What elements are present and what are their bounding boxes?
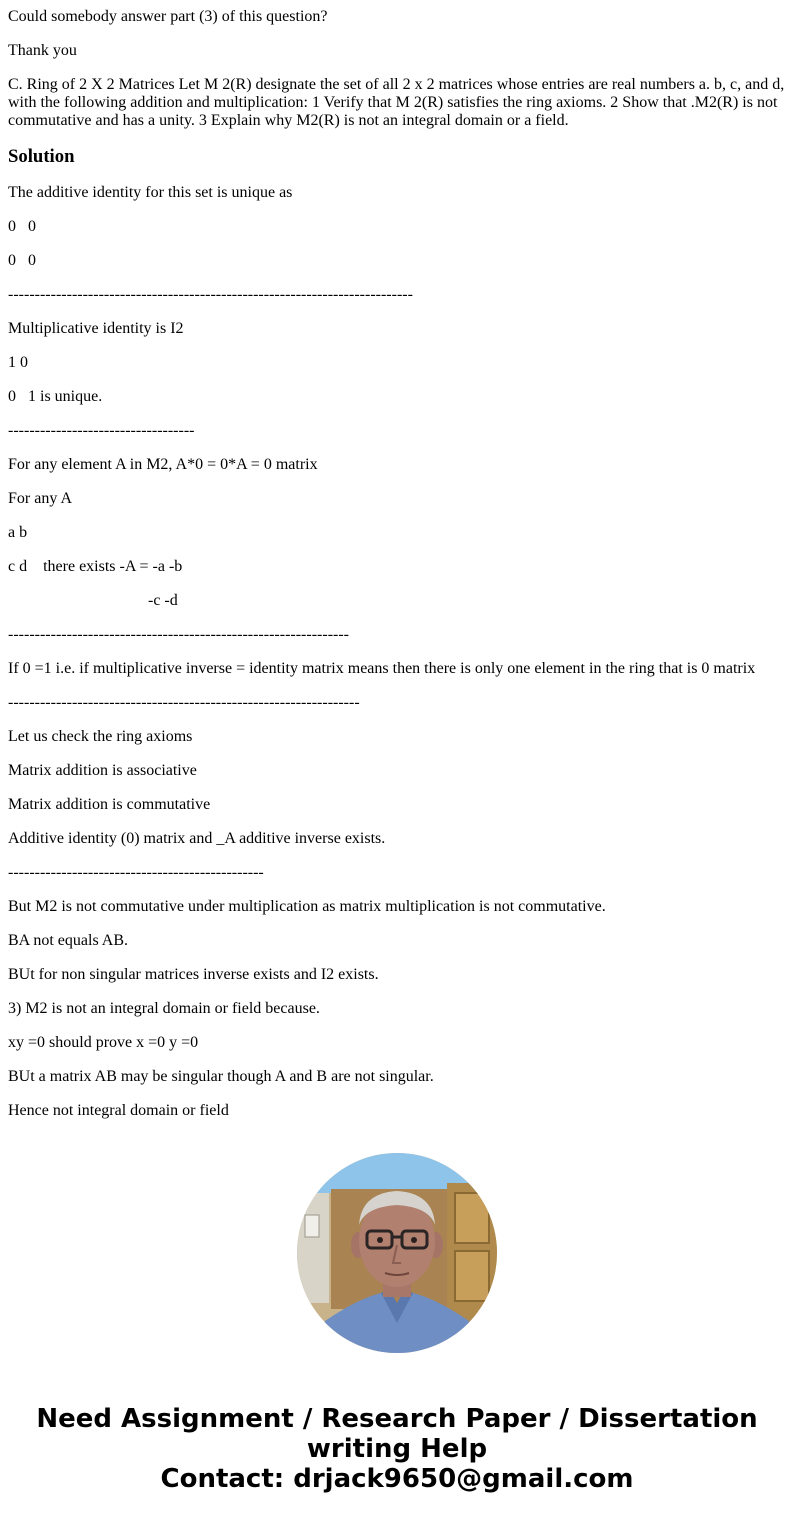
- author-avatar: [297, 1153, 497, 1353]
- solution-line: Hence not integral domain or field: [8, 1102, 229, 1119]
- solution-line: If 0 =1 i.e. if multiplicative inverse = identity matrix means then there is only one element in the ring that is 0 matrix: [8, 660, 756, 677]
- separator-line: -----------------------------------: [8, 422, 195, 439]
- solution-line: But M2 is not commutative under multiplication as matrix multiplication is not commutative.: [8, 898, 606, 915]
- solution-line: c d there exists -A = -a -b: [8, 558, 183, 575]
- solution-line: -c -d: [8, 592, 178, 609]
- solution-line: The additive identity for this set is unique as: [8, 184, 293, 201]
- solution-line: a b: [8, 524, 28, 541]
- solution-line: Additive identity (0) matrix and _A additive inverse exists.: [8, 830, 386, 847]
- solution-line: BUt for non singular matrices inverse exists and I2 exists.: [8, 966, 379, 983]
- solution-line: For any A: [8, 490, 72, 507]
- solution-line: Multiplicative identity is I2: [8, 320, 184, 337]
- separator-line: ----------------------------------------------------------------: [8, 626, 349, 643]
- promo-contact-line: Contact: drjack9650@gmail.com: [160, 1464, 634, 1494]
- promo-banner-line: writing Help: [306, 1434, 488, 1464]
- separator-line: ----------------------------------------------------------------------------: [8, 286, 413, 303]
- solution-body: [8, 184, 788, 1120]
- solution-line: xy =0 should prove x =0 y =0: [8, 1034, 199, 1051]
- question-body: C. Ring of 2 X 2 Matrices Let M 2(R) designate the set of all 2 x 2 matrices whose entries are real numbers a. b, c, and d, with the following addition and multiplication: 1 Verify that M 2(R) satisfies the ring axioms. 2 Show that .M2(R) is not commutative and has a unity. 3 Explain why M2(R) is not an integral domain or a field.: [8, 76, 788, 129]
- solution-line: 0 0: [8, 252, 36, 269]
- solution-line: BA not equals AB.: [8, 932, 129, 949]
- solution-line: 1 0: [8, 354, 28, 371]
- solution-line: 0 0: [8, 218, 36, 235]
- promo-banner-line: Need Assignment / Research Paper / Dissertation: [36, 1404, 758, 1434]
- solution-line: BUt a matrix AB may be singular though A and B are not singular.: [8, 1068, 434, 1085]
- solution-line: For any element A in M2, A*0 = 0*A = 0 matrix: [8, 456, 318, 473]
- question-thanks: Thank you: [8, 42, 77, 59]
- question-intro: Could somebody answer part (3) of this question?: [8, 8, 328, 25]
- solution-line: Matrix addition is associative: [8, 762, 197, 779]
- solution-line: Matrix addition is commutative: [8, 796, 211, 813]
- solution-heading: Solution: [8, 146, 75, 167]
- separator-line: ------------------------------------------------: [8, 864, 264, 881]
- solution-line: Let us check the ring axioms: [8, 728, 193, 745]
- document-content: [8, 0, 788, 1124]
- separator-line: ------------------------------------------------------------------: [8, 694, 360, 711]
- solution-line: 0 1 is unique.: [8, 388, 103, 405]
- author-portrait-image: [297, 1153, 497, 1353]
- solution-line: 3) M2 is not an integral domain or field because.: [8, 1000, 320, 1017]
- promo-banner: [0, 1404, 794, 1494]
